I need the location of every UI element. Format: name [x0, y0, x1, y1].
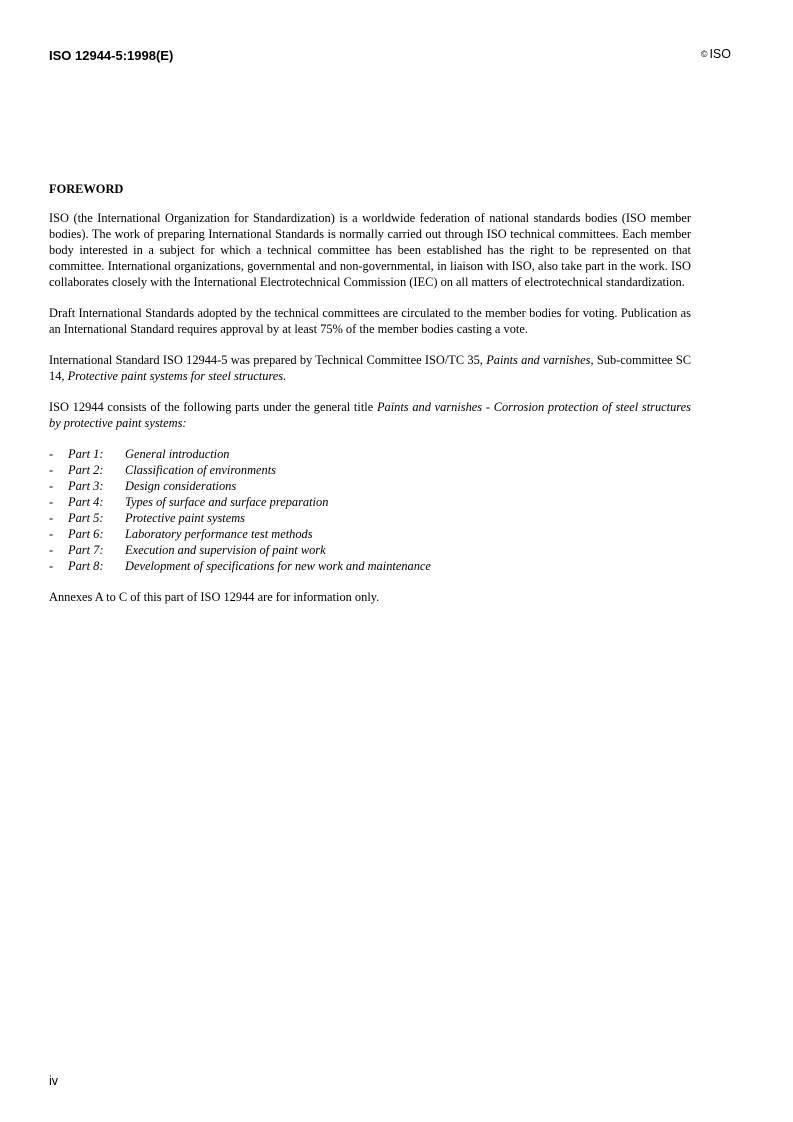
- copyright-notice: [701, 47, 731, 61]
- part-number: Part 6:: [68, 527, 104, 541]
- page-number: iv: [49, 1074, 59, 1088]
- part-number: Part 1:: [68, 447, 104, 461]
- prepared-by-text-1: International Standard ISO 12944-5 was prepared by Technical Committee ISO/TC 35,: [49, 353, 487, 367]
- list-item: [49, 542, 691, 558]
- part-title: Types of surface and surface preparation: [125, 495, 329, 509]
- part-number: Part 3:: [68, 479, 104, 493]
- subcommittee-title: Protective paint systems for steel structures.: [67, 369, 287, 383]
- part-number: Part 5:: [68, 511, 104, 525]
- part-title: Laboratory performance test methods: [125, 527, 313, 541]
- foreword-heading: FOREWORD: [49, 182, 124, 196]
- prepared-by-text-2: , Sub-committee SC 14,: [49, 353, 691, 383]
- paragraph-draft-standards: Draft International Standards adopted by the technical committees are circulated to the member bodies for voting. Publication as an International Standard requires approval by at least 75% of the member bodies casting a vote.: [49, 306, 691, 336]
- part-number: Part 4:: [68, 495, 104, 509]
- paragraph-series-parts: [49, 399, 691, 431]
- list-item: [49, 510, 691, 526]
- list-item: [49, 462, 691, 478]
- list-item: [49, 558, 691, 574]
- part-title: General introduction: [125, 447, 230, 461]
- list-dash: -: [49, 495, 54, 509]
- paragraph-annexes: Annexes A to C of this part of ISO 12944 are for information only.: [49, 590, 380, 604]
- committee-title: Paints and varnishes: [486, 353, 591, 367]
- part-title: Classification of environments: [125, 463, 276, 477]
- parts-list: [49, 446, 691, 574]
- part-number: Part 7:: [68, 543, 104, 557]
- list-dash: -: [49, 527, 54, 541]
- part-title: Design considerations: [125, 479, 237, 493]
- list-item: [49, 526, 691, 542]
- part-title: Execution and supervision of paint work: [125, 543, 326, 557]
- list-item: [49, 446, 691, 462]
- foreword-section: [49, 181, 691, 620]
- list-dash: -: [49, 479, 54, 493]
- copyright-owner: ISO: [709, 47, 731, 61]
- list-dash: -: [49, 463, 54, 477]
- series-general-title: Paints and varnishes - Corrosion protection of steel structures by protective paint systems:: [49, 400, 691, 430]
- document-id: ISO 12944-5:1998(E): [49, 48, 174, 63]
- series-text: ISO 12944 consists of the following parts under the general title: [49, 400, 377, 414]
- list-dash: -: [49, 511, 54, 525]
- list-dash: -: [49, 447, 54, 461]
- copyright-symbol: ©: [700, 49, 708, 59]
- list-dash: -: [49, 559, 54, 573]
- part-number: Part 2:: [68, 463, 104, 477]
- list-dash: -: [49, 543, 54, 557]
- part-title: Development of specifications for new work and maintenance: [125, 559, 431, 573]
- paragraph-iso-intro: ISO (the International Organization for Standardization) is a worldwide federation of national standards bodies (ISO member bodies). The work of preparing International Standards is normally carried out through ISO technical committees. Each member body interested in a subject for which a technical committee has been established has the right to be represented on that committee. International organizations, governmental and non-governmental, in liaison with ISO, also take part in the work. ISO collaborates closely with the International Electrotechnical Commission (IEC) on all matters of electrotechnical standardization.: [49, 211, 691, 289]
- list-item: [49, 478, 691, 494]
- part-number: Part 8:: [68, 559, 104, 573]
- paragraph-prepared-by: [49, 352, 691, 384]
- list-item: [49, 494, 691, 510]
- part-title: Protective paint systems: [125, 511, 245, 525]
